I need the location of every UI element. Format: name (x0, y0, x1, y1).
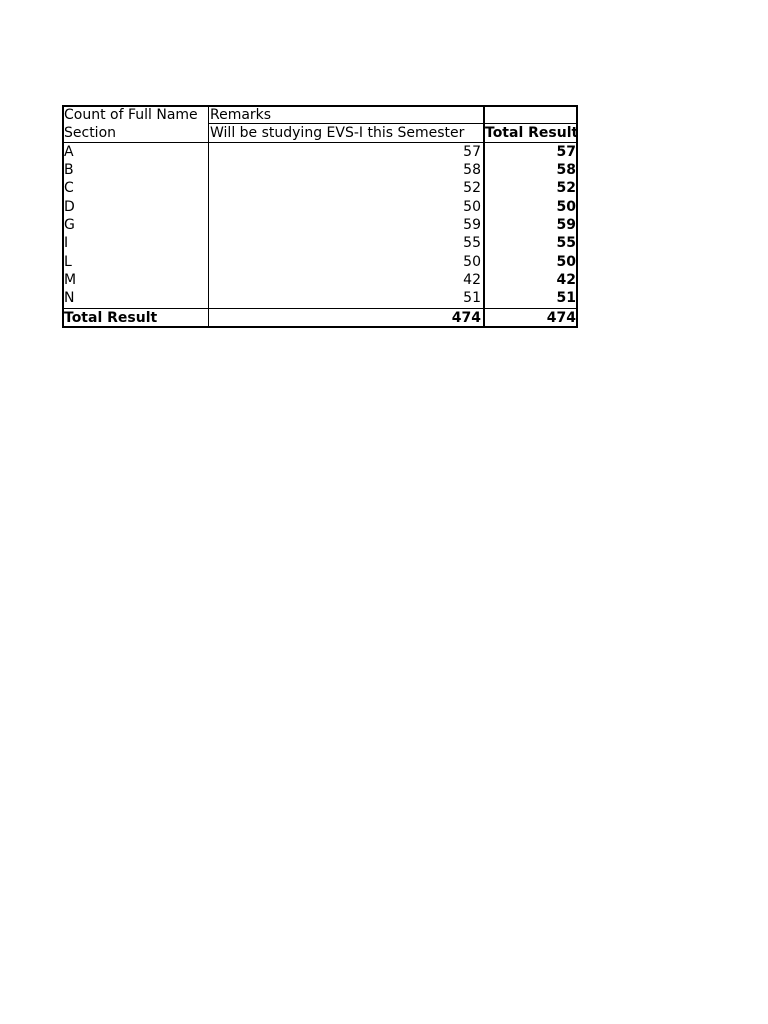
section-cell[interactable]: B (64, 162, 74, 178)
value-cell[interactable]: 57 (463, 144, 481, 160)
value-cell[interactable]: 50 (463, 199, 481, 215)
value-cell[interactable]: 42 (463, 272, 481, 288)
section-cell[interactable]: C (64, 180, 74, 196)
pivot-table (62, 105, 578, 328)
section-cell[interactable]: D (64, 199, 75, 215)
section-cell[interactable]: I (64, 235, 69, 251)
section-cell[interactable]: N (64, 290, 75, 306)
row-total-cell[interactable]: 58 (556, 162, 576, 178)
row-total-cell[interactable]: 50 (556, 199, 576, 215)
row-total-cell[interactable]: 51 (556, 290, 576, 306)
grand-total-value[interactable]: 474 (451, 310, 481, 326)
grand-total-label[interactable]: Total Result (64, 310, 158, 326)
grand-total-overall[interactable]: 474 (546, 310, 576, 326)
total-column-header[interactable]: Total Result (485, 125, 578, 141)
column-value-header[interactable]: Will be studying EVS-I this Semester (210, 125, 465, 141)
corner-label[interactable]: Count of Full Name (64, 107, 198, 123)
row-total-cell[interactable]: 55 (556, 235, 576, 251)
row-total-cell[interactable]: 59 (556, 217, 576, 233)
value-cell[interactable]: 52 (463, 180, 481, 196)
value-cell[interactable]: 50 (463, 254, 481, 270)
value-cell[interactable]: 58 (463, 162, 481, 178)
row-field-label[interactable]: Section (64, 125, 117, 141)
value-cell[interactable]: 59 (463, 217, 481, 233)
row-total-cell[interactable]: 50 (556, 254, 576, 270)
value-cell[interactable]: 55 (463, 235, 481, 251)
row-total-cell[interactable]: 52 (556, 180, 576, 196)
row-total-cell[interactable]: 57 (556, 144, 576, 160)
section-cell[interactable]: M (64, 272, 77, 288)
section-cell[interactable]: G (64, 217, 75, 233)
value-cell[interactable]: 51 (463, 290, 481, 306)
row-total-cell[interactable]: 42 (556, 272, 576, 288)
column-field-label[interactable]: Remarks (210, 107, 272, 123)
section-cell[interactable]: L (64, 254, 72, 270)
section-cell[interactable]: A (64, 144, 74, 160)
